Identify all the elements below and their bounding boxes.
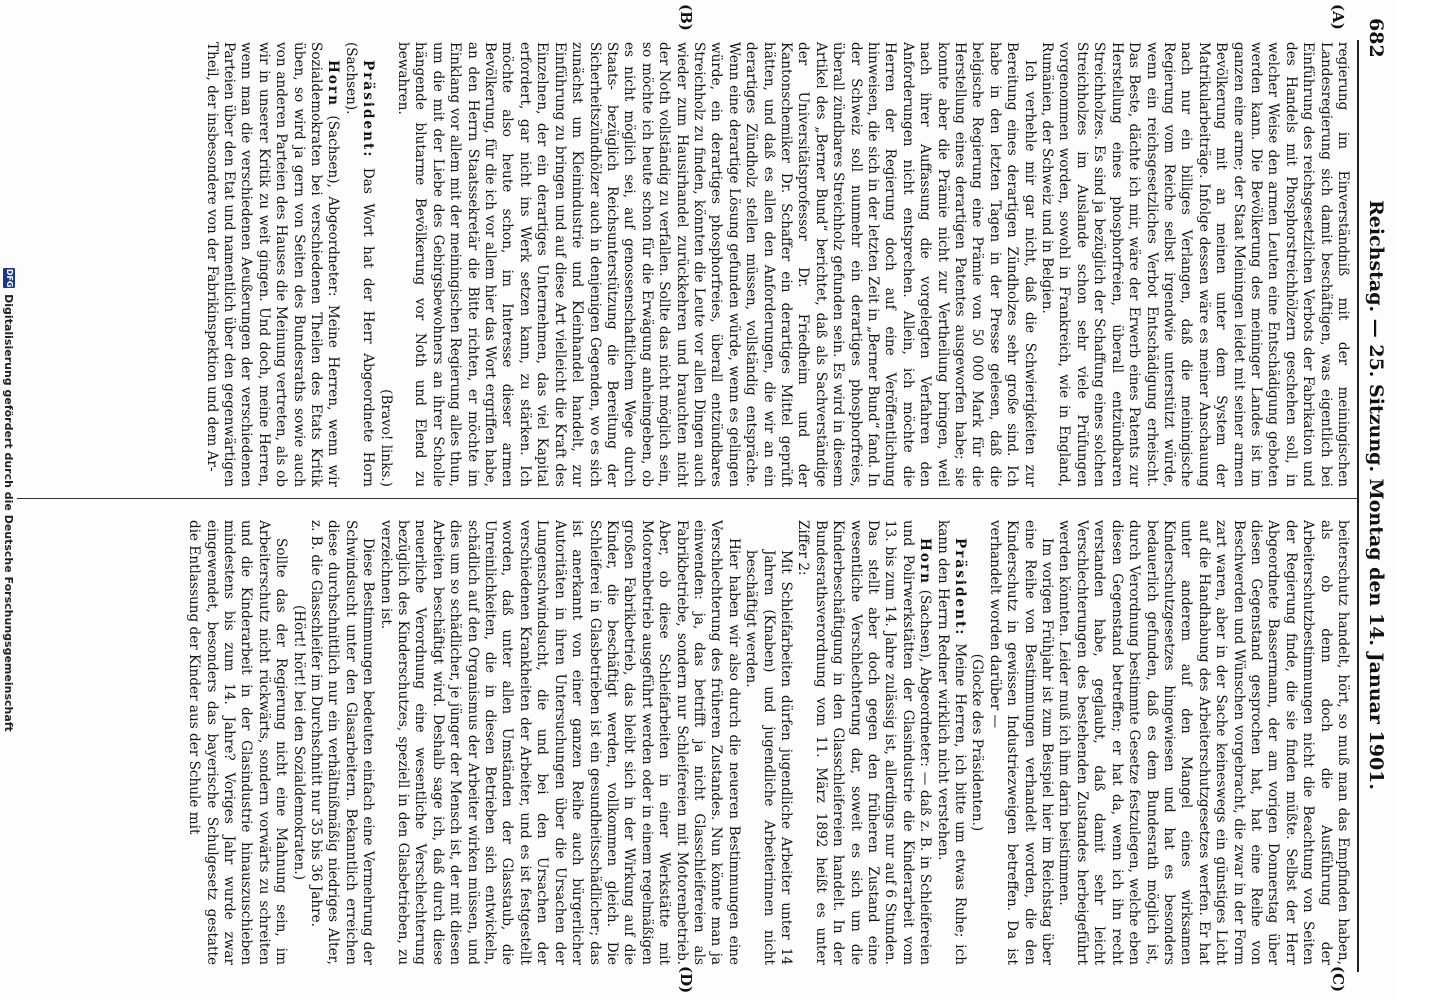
left-column xyxy=(21,42,1351,487)
margin-letter-c: (C) xyxy=(1329,966,1347,993)
speech-text: (Sachsen), Abgeordneter: Meine Herren, wenn wir Sozialdemokraten bei verschiedenen Theilen des Etats Kritik üben, so wird ja gern von Seiten des Bundesraths sowie auch von anderen Parteien des Hauses die Meinung vertreten, als ob wir in unserer Kritik zu weit gingen. Und doch, meine Herren, wenn man die verschiedenen Aeußerungen der verschiedenen Parteien über den Etat und namentlich über den gegenwärtigen Theil, der insbesondere von der Fabrikinspektion und dem Ar- xyxy=(203,42,342,487)
margin-letter-d: (D) xyxy=(677,966,695,994)
running-title: Reichstag. — 25. Sitzung. Montag den 14. Januar 1901. xyxy=(1365,199,1387,791)
speaker-paragraph xyxy=(202,42,341,487)
speech-text: Meine Herren, ich bitte um etwas Ruhe; ich kann den Herrn Redner wirklich nicht verstehen. xyxy=(934,520,969,965)
header-rule xyxy=(1357,40,1359,972)
speaker-paragraph xyxy=(794,520,933,965)
paragraph: regierung im Einverständniß mit der meiningischen Landesregierung sich damit beschäftigen, was eigentlich bei Einführung des reichsgesetzlichen Verbots der Fabrikation und des Handels mit Phosphorstreichhölzern geschehen soll, in welcher Weise den armen Leuten eine Entschädigung geboten werden kann. Die Bevölkerung des meininger Landes ist im ganzen eine arme; der Staat Meiningen leidet mit seiner armen Bevölkerung mit an meinen unter dem System der Matrikularbeiträge. Infolge dessen wäre es meiner Anschauung nach nur ein billiges Verlangen, daß die meiningische Regierung vom Reiche selbst irgendwie unterstützt würde, wenn ein reichsgesetzliches Verbot Entschädigung erheischt. Das Beste, dächte ich mir, wäre der Erwerb eines Patents zur Herstellung eines phosphorfreien, überall entzündbaren Streichholzes. Es sind ja bezüglich der Schaffung eines solchen Streichholzes im Auslande schon sehr viele Prüfungen vorgenommen worden, sowohl in Frankreich, wie in England, Rumänien, der Schweiz und in Belgien. xyxy=(1039,42,1351,487)
column-divider xyxy=(17,498,1357,499)
paragraph: Diese Bestimmungen bedeuten einfach eine Vermehrung der Schwindsucht unter den Glasarbeitern. Bekanntlich erreichen diese durchschnittlich nur ein verhältnißmäßig niedriges Alter, z. B. die Glasschleifer im Durchschnitt nur 35 bis 36 Jahre. xyxy=(308,520,377,965)
paragraph: Im vorigen Frühjahr ist zum Beispiel hier im Reichstag über eine Reihe von Bestimmungen verhandelt worden, die den Kinderschutz in gewissen Industriezweigen betreffen. Da ist verhandelt worden darüber — xyxy=(986,520,1056,965)
speaker-name: Horn xyxy=(917,538,934,585)
speech-text: (Sachsen), Abgeordneter: — daß z. B. in Schleifereien und Polirwerkstätten der Glasindustrie die Kinderarbeit vom 13. bis zum 14. Jahre zulässig ist, allerdings nur auf 6 Stunden. Das stellt aber doch gegen den früheren Zustand eine wesentliche Verschlechterung dar, soweit es sich um die Kinderbeschäftigung in den Glasschleifereien handelt. In der Bundesrathsverordnung vom 11. März 1892 heißt es unter Ziffer 2: xyxy=(795,520,934,965)
paragraph: Sollte das der Regierung nicht eine Mahnung sein, im Arbeiterschutz nicht rückwärts, sondern vorwärts zu schreiten und die Kinderarbeit in der Glasindustrie hinauszuschieben mindestens bis zum 14. Jahre? Voriges Jahr wurde zwar eingewendet, besonders das bayerische Schulgesetz gestatte die Entlassung der Kinder aus der Schule mit xyxy=(186,520,290,965)
paragraph: beiterschutz handelt, hört, so muß man das Empfinden haben, als ob denn doch die Ausführung der Arbeiterschutzbestimmungen nicht die Beachtung von Seiten der Regierung finde, die sie finden müßte. Selbst der Herr Abgeordnete Bassermann, der am vorigen Donnerstag über diesen Gegenstand gesprochen hat, hat eine Reihe von Beschwerden und Wünschen vorgebracht, die zwar in der Form zart waren, aber in der Sache keineswegs ein günstiges Licht auf die Handhabung des Arbeiterschutzgesetzes werfen. Er hat unter anderem auf den Mangel eines wirksamen Kinderschutzgesetzes hingewiesen und hat es besonders bedauerlich gefunden, daß es dem Bundesrath möglich ist, durch Verordnung bestimmte Gesetze festzulegen, welche eben diesen Gegenstand betreffen; er hat da, wenn ich ihn recht verstanden habe, geglaubt, daß damit sehr leicht Verschlechterungen des bestehenden Zustandes herbeigeführt werden könnten. Leider muß ich ihm darin beistimmen. xyxy=(1056,520,1351,965)
interjection: (Hört! hört! bei den Sozialdemokraten.) xyxy=(290,604,307,880)
page-header xyxy=(1359,18,1387,972)
speaker-name: Präsident: xyxy=(952,538,969,637)
paragraph: Ich verhehle mir gar nicht, daß die Schwierigkeiten zur Bereitung eines derartigen Zündholzes sehr große sind. Ich habe in den letzten Tagen in der Presse gelesen, daß die belgische Regierung eine Prämie von 50 000 Mark für die Herstellung eines derartigen Patentes ausgeworfen habe; sie konnte aber die Prämie nicht zur Vertheilung bringen, weil nach ihrer Auffassung die vorgelegten Verfahren den Anforderungen nicht entsprechen. Allein, ich möchte die Herren der Regierung doch auf eine Veröffentlichung hinweisen, die sich in der letzten Zeit in „Berner Bund“ fand. In der Schweiz soll nunmehr ein derartiges phosphorfreies, überall zündbares Streichholz gefunden sein. Es wird in diesem Artikel des „Berner Bund“ berichtet, daß als Sachverständige der Universitätsprofessor Dr. Friedheim und der Kantonschemiker Dr. Schaffer ein derartiges Mittel geprüft hätten, und daß es allen den Anforderungen, die wir an ein derartiges Zündholz stellen müssen, vollständig entspräche. Wenn eine derartige Lösung gefunden würde, wenn es gelingen würde, ein derartiges phosphorfreies, überall entzündbares Streichholz zu finden, könnten die Leute vor allen Dingen auch wieder zum Hausirhandel zurückkehren und brauchten nicht der Noth vollständig zu verfallen. Sollte das nicht möglich sein, so möchte ich heute schon für die Erwägung anheimgeben, ob es nicht möglich sei, auf genossenschaftlichem Wege durch Staats- bezüglich Reichsunterstützung die Bereitung der Sicherheitszündhölzer auch in denjenigen Gegenden, wo es sich zunächst um Kleinindustrie und Kleinhandel handelt, zur Einführung zu bringen und auf diese Art vielleicht die Kraft des Einzelnen, der ein derartiges Unternehmen, das viel Kapital erfordert, gar nicht ins Werk setzen kann, zu stärken. Ich möchte also heute schon, im Interesse dieser armen Bevölkerung, für die ich vor allem hier das Wort ergriffen habe, an den Herrn Staatssekretär die Bitte richten, er möchte im Einklang vor allem mit der meiningischen Regierung alles thun, um die mit der Liebe des Gebirgsbewohners an ihrer Scholle hängende blutarme Bevölkerung vor Noth und Elend zu bewahren. xyxy=(395,42,1038,487)
margin-letter-a: (A) xyxy=(1329,4,1347,30)
interjection: (Bravo! links.) xyxy=(377,389,394,487)
digitization-footer xyxy=(1,0,17,1000)
footer-text: Digitalisierung gefördert durch die Deutsche Forschungsgemeinschaft xyxy=(2,294,16,732)
interjection: (Glocke des Präsidenten.) xyxy=(969,653,986,832)
margin-letter-b: (B) xyxy=(677,4,695,31)
dfg-logo-icon: DFG xyxy=(5,268,14,288)
paragraph: Hier haben wir also durch die neueren Bestimmungen eine Verschlechterung des früheren Zustandes. Nun könnte man ja einwenden: ja, das betrifft ja nicht Glasschleifereien als Fabrikbetriebe, sondern nur Schleifereien mit Motorenbetrieb. Aber, ob diese Schleifarbeiten in einer Werkstätte mit Motorenbetrieb ausgeführt werden oder in einem regelmäßigen großen Fabrikbetrieb, das bleibt sich in der Wirkung auf die Kinder, die beschäftigt werden, vollkommen gleich. Die Schleiferei in Glasbetrieben ist ein gesundheitsschädlicher; das ist anerkannt von einer ganzen Reihe auch bürgerlicher Autoritäten in ihren Untersuchungen über die Ursachen der Lungenschwindsucht, die und bei den Ursachen der verschiedenen Krankheiten der Arbeiter, und es ist festgestellt worden, daß unter allen Umständen der Glasstaub, die Unreinlichkeiten, die in diesen Betrieben sich entwickeln, schädlich auf den Organismus der Arbeiter wirken müssen, und dies um so schädlicher, je jünger der Mensch ist, der mit diesen Arbeiten beschäftigt wird. Deshalb sage ich, daß durch diese neuerliche Verordnung eine wesentliche Verschlechterung bezüglich des Kinderschutzes, speziell in den Glasbetrieben, zu verzeichnen ist. xyxy=(377,520,742,965)
speech-text: Das Wort hat der Herr Abgeordnete Horn (Sachsen). xyxy=(342,42,377,487)
quotation: Mit Schleifarbeiten dürfen jugendliche Arbeiter unter 14 Jahren (Knaben) und jugendliche Arbeiterinnen nicht beschäftigt werden. xyxy=(743,550,794,965)
speaker-paragraph xyxy=(341,42,376,487)
speaker-name: Präsident: xyxy=(360,60,377,159)
speaker-name: Horn xyxy=(325,60,342,107)
speaker-paragraph xyxy=(933,520,968,965)
page-number: 682 xyxy=(1365,18,1387,58)
right-column xyxy=(21,520,1351,965)
